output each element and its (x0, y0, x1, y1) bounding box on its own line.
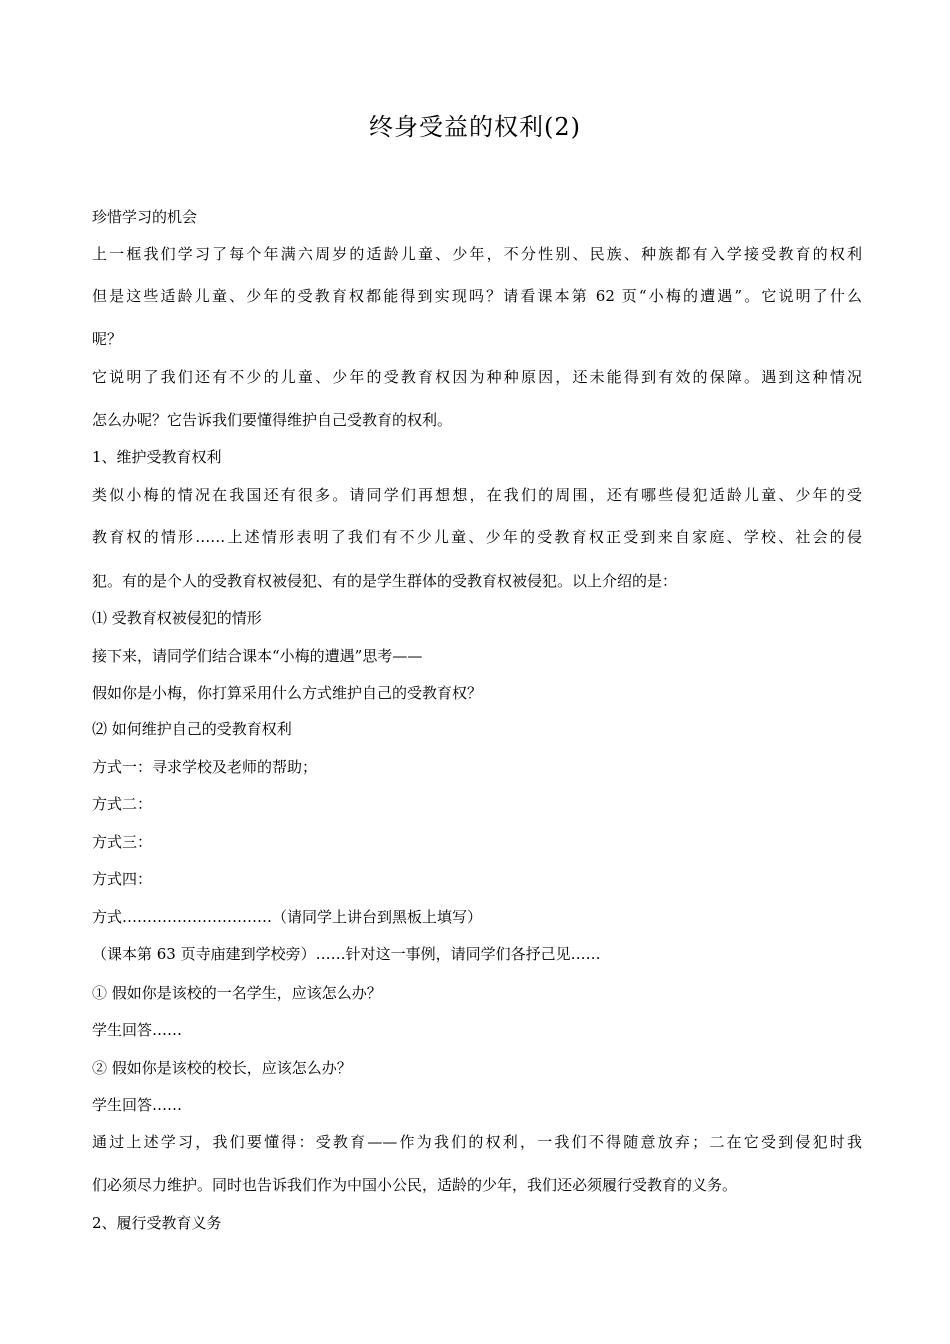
paragraph-line: 通过上述学习，我们要懂得：受教育——作为我们的权利，一我们不得随意放弃；二在它受到侵犯时我 (92, 1133, 862, 1151)
paragraph-line: 但是这些适龄儿童、少年的受教育权都能得到实现吗？请看课本第 62 页“小梅的遭遇”。它说明了什么 (92, 287, 862, 305)
paragraph-line: 教育权的情形……上述情形表明了我们有不少儿童、少年的受教育权正受到来自家庭、学校、社会的侵 (92, 528, 862, 546)
list-item: 方式二： (92, 795, 153, 813)
paragraph-line: 接下来，请同学们结合课本“小梅的遭遇”思考—— (92, 647, 423, 665)
paragraph-line: （课本第 63 页寺庙建到学校旁）……针对这一事例，请同学们各抒己见…… (92, 945, 601, 963)
paragraph-line: 怎么办呢？它告诉我们要懂得维护自己受教育的权利。 (92, 411, 453, 429)
list-item: 方式四： (92, 870, 153, 888)
list-item: 方式一：寻求学校及老师的帮助； (92, 758, 318, 776)
paragraph-line: 上一框我们学习了每个年满六周岁的适龄儿童、少年，不分性别、民族、种族都有入学接受教育的权利 (92, 245, 862, 263)
subsection-heading: 2、履行受教育义务 (92, 1214, 222, 1232)
list-item: 方式…………………………（请同学上讲台到黑板上填写） (92, 908, 483, 926)
document-title: 终身受益的权利(2) (369, 113, 581, 141)
question-item: ① 假如你是该校的一名学生，应该怎么办？ (92, 984, 382, 1002)
section-heading: 珍惜学习的机会 (92, 208, 198, 226)
paragraph-line: 类似小梅的情况在我国还有很多。请同学们再想想，在我们的周围，还有哪些侵犯适龄儿童、少年的受 (92, 486, 862, 504)
answer-line: 学生回答…… (92, 1096, 183, 1114)
list-heading: ⑵ 如何维护自己的受教育权利 (92, 720, 292, 738)
paragraph-line: 呢？ (92, 330, 123, 348)
paragraph-line: 们必须尽力维护。同时也告诉我们作为中国小公民，适龄的少年，我们还必须履行受教育的义务。 (92, 1176, 738, 1194)
question-item: ② 假如你是该校的校长，应该怎么办？ (92, 1059, 352, 1077)
list-item: 方式三： (92, 833, 153, 851)
answer-line: 学生回答…… (92, 1021, 183, 1039)
list-heading: ⑴ 受教育权被侵犯的情形 (92, 609, 262, 627)
paragraph-line: 犯。有的是个人的受教育权被侵犯、有的是学生群体的受教育权被侵犯。以上介绍的是： (92, 572, 678, 590)
paragraph-line: 它说明了我们还有不少的儿童、少年的受教育权因为种种原因，还未能得到有效的保障。遇到这种情况 (92, 368, 862, 386)
paragraph-line: 假如你是小梅，你打算采用什么方式维护自己的受教育权？ (92, 684, 483, 702)
subsection-heading: 1、维护受教育权利 (92, 448, 222, 466)
